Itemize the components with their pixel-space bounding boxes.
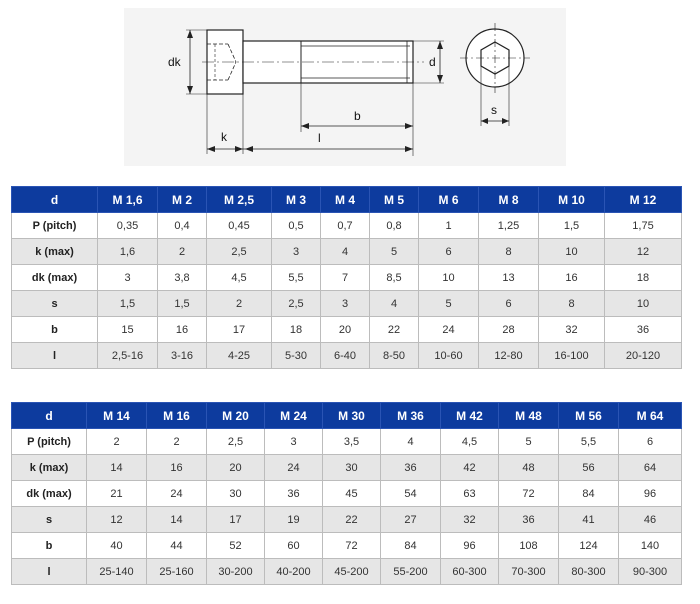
- table-cell: 4,5: [441, 429, 499, 455]
- table-cell: 2,5-16: [98, 343, 158, 369]
- table-cell: 12: [605, 239, 682, 265]
- table-cell: 6-40: [321, 343, 370, 369]
- header-cell: M 14: [87, 403, 147, 429]
- table-cell: 16: [147, 455, 207, 481]
- row-label: l: [12, 343, 98, 369]
- table-cell: 80-300: [559, 559, 619, 585]
- header-cell: M 48: [499, 403, 559, 429]
- table-cell: 14: [147, 507, 207, 533]
- table-cell: 16: [539, 265, 605, 291]
- table-cell: 4: [381, 429, 441, 455]
- table-cell: 10: [419, 265, 479, 291]
- specs-table-small-sizes: [11, 186, 682, 369]
- table-cell: 20: [321, 317, 370, 343]
- table-cell: 4-25: [207, 343, 272, 369]
- header-cell: M 56: [559, 403, 619, 429]
- table-cell: 0,5: [272, 213, 321, 239]
- header-cell: M 16: [147, 403, 207, 429]
- table-cell: 21: [87, 481, 147, 507]
- table-cell: 84: [559, 481, 619, 507]
- table-cell: 36: [499, 507, 559, 533]
- table-cell: 72: [499, 481, 559, 507]
- table-cell: 1,5: [158, 291, 207, 317]
- table-cell: 96: [441, 533, 499, 559]
- table-cell: 46: [619, 507, 682, 533]
- table-cell: 1,5: [539, 213, 605, 239]
- header-cell: M 6: [419, 187, 479, 213]
- table-row: [12, 429, 682, 455]
- table-cell: 17: [207, 317, 272, 343]
- table-row: [12, 265, 682, 291]
- table-cell: 0,4: [158, 213, 207, 239]
- table-cell: 40: [87, 533, 147, 559]
- table-cell: 8: [479, 239, 539, 265]
- table-cell: 25-140: [87, 559, 147, 585]
- row-label: s: [12, 291, 98, 317]
- header-cell: M 30: [323, 403, 381, 429]
- table-cell: 55-200: [381, 559, 441, 585]
- table-row: [12, 455, 682, 481]
- table-cell: 8: [539, 291, 605, 317]
- table-cell: 30-200: [207, 559, 265, 585]
- table-cell: 10: [539, 239, 605, 265]
- specs-table-large-sizes: [11, 402, 682, 585]
- table-cell: 13: [479, 265, 539, 291]
- header-cell: M 2: [158, 187, 207, 213]
- table-cell: 36: [381, 455, 441, 481]
- table-row: [12, 239, 682, 265]
- table-cell: 17: [207, 507, 265, 533]
- table-cell: 8,5: [370, 265, 419, 291]
- header-cell: M 36: [381, 403, 441, 429]
- table-cell: 124: [559, 533, 619, 559]
- table-cell: 70-300: [499, 559, 559, 585]
- table-cell: 56: [559, 455, 619, 481]
- table-cell: 4: [370, 291, 419, 317]
- table-cell: 22: [370, 317, 419, 343]
- table-row: [12, 317, 682, 343]
- row-label: dk (max): [12, 265, 98, 291]
- table-cell: 1,6: [98, 239, 158, 265]
- table-cell: 4: [321, 239, 370, 265]
- dim-label-b: b: [354, 109, 361, 123]
- table-cell: 0,8: [370, 213, 419, 239]
- table-row: [12, 213, 682, 239]
- table-cell: 0,45: [207, 213, 272, 239]
- table-cell: 5,5: [272, 265, 321, 291]
- row-label: b: [12, 317, 98, 343]
- table-cell: 45-200: [323, 559, 381, 585]
- table-cell: 32: [441, 507, 499, 533]
- table-cell: 1: [419, 213, 479, 239]
- table-cell: 3: [272, 239, 321, 265]
- dim-label-dk: dk: [168, 55, 181, 69]
- table-cell: 2,5: [207, 429, 265, 455]
- table-cell: 24: [147, 481, 207, 507]
- table-cell: 5: [370, 239, 419, 265]
- table-cell: 60: [265, 533, 323, 559]
- table-cell: 19: [265, 507, 323, 533]
- table-cell: 30: [323, 455, 381, 481]
- table-cell: 60-300: [441, 559, 499, 585]
- row-label: P (pitch): [12, 213, 98, 239]
- table-row: [12, 291, 682, 317]
- table-cell: 16: [158, 317, 207, 343]
- header-cell: M 5: [370, 187, 419, 213]
- table-cell: 30: [207, 481, 265, 507]
- table-cell: 3,8: [158, 265, 207, 291]
- row-label: P (pitch): [12, 429, 87, 455]
- table-cell: 2: [147, 429, 207, 455]
- header-cell: M 12: [605, 187, 682, 213]
- header-cell: M 1,6: [98, 187, 158, 213]
- table-cell: 5: [419, 291, 479, 317]
- header-cell: M 20: [207, 403, 265, 429]
- table-cell: 42: [441, 455, 499, 481]
- row-label: b: [12, 533, 87, 559]
- table-cell: 5,5: [559, 429, 619, 455]
- table-cell: 72: [323, 533, 381, 559]
- table-cell: 3: [98, 265, 158, 291]
- table-cell: 18: [272, 317, 321, 343]
- row-label: k (max): [12, 455, 87, 481]
- table-cell: 15: [98, 317, 158, 343]
- table-cell: 10: [605, 291, 682, 317]
- table-cell: 36: [265, 481, 323, 507]
- dim-label-d: d: [429, 55, 436, 69]
- table-cell: 36: [605, 317, 682, 343]
- table-cell: 28: [479, 317, 539, 343]
- table-row: [12, 533, 682, 559]
- row-label: s: [12, 507, 87, 533]
- table-cell: 84: [381, 533, 441, 559]
- table-cell: 54: [381, 481, 441, 507]
- table-cell: 22: [323, 507, 381, 533]
- row-label: dk (max): [12, 481, 87, 507]
- table-cell: 12-80: [479, 343, 539, 369]
- table-cell: 64: [619, 455, 682, 481]
- header-cell: M 64: [619, 403, 682, 429]
- table-cell: 45: [323, 481, 381, 507]
- table-cell: 6: [479, 291, 539, 317]
- table-cell: 24: [419, 317, 479, 343]
- table-cell: 0,35: [98, 213, 158, 239]
- table-cell: 20-120: [605, 343, 682, 369]
- table-cell: 20: [207, 455, 265, 481]
- row-label: k (max): [12, 239, 98, 265]
- table-cell: 2: [207, 291, 272, 317]
- table-row: [12, 559, 682, 585]
- table-cell: 5-30: [272, 343, 321, 369]
- table-cell: 12: [87, 507, 147, 533]
- table-cell: 44: [147, 533, 207, 559]
- table-cell: 2,5: [272, 291, 321, 317]
- table-cell: 8-50: [370, 343, 419, 369]
- table-cell: 7: [321, 265, 370, 291]
- table-cell: 6: [619, 429, 682, 455]
- table-cell: 63: [441, 481, 499, 507]
- dim-label-k: k: [221, 130, 227, 144]
- header-cell: M 8: [479, 187, 539, 213]
- table-cell: 2,5: [207, 239, 272, 265]
- table-row: [12, 507, 682, 533]
- dim-label-s: s: [491, 103, 497, 117]
- table-cell: 41: [559, 507, 619, 533]
- table-cell: 16-100: [539, 343, 605, 369]
- table-cell: 140: [619, 533, 682, 559]
- table-cell: 3,5: [323, 429, 381, 455]
- header-cell: M 42: [441, 403, 499, 429]
- table-cell: 2: [87, 429, 147, 455]
- row-label: l: [12, 559, 87, 585]
- dim-label-l: l: [318, 131, 321, 145]
- screw-technical-drawing: [124, 8, 566, 166]
- table-cell: 24: [265, 455, 323, 481]
- table-cell: 96: [619, 481, 682, 507]
- table-cell: 25-160: [147, 559, 207, 585]
- table-cell: 4,5: [207, 265, 272, 291]
- table-cell: 108: [499, 533, 559, 559]
- table-cell: 10-60: [419, 343, 479, 369]
- table-cell: 0,7: [321, 213, 370, 239]
- table-cell: 1,25: [479, 213, 539, 239]
- table-cell: 52: [207, 533, 265, 559]
- table-cell: 27: [381, 507, 441, 533]
- header-cell: M 2,5: [207, 187, 272, 213]
- header-cell: M 10: [539, 187, 605, 213]
- table-row: [12, 343, 682, 369]
- table-cell: 3: [321, 291, 370, 317]
- table-header-row: [12, 187, 682, 213]
- table-cell: 32: [539, 317, 605, 343]
- table-cell: 2: [158, 239, 207, 265]
- table-row: [12, 481, 682, 507]
- table-cell: 5: [499, 429, 559, 455]
- table-cell: 3-16: [158, 343, 207, 369]
- table-cell: 6: [419, 239, 479, 265]
- header-cell: M 24: [265, 403, 323, 429]
- table-cell: 40-200: [265, 559, 323, 585]
- table-cell: 1,75: [605, 213, 682, 239]
- header-cell: d: [12, 187, 98, 213]
- header-cell: M 4: [321, 187, 370, 213]
- header-cell: M 3: [272, 187, 321, 213]
- table-header-row: [12, 403, 682, 429]
- table-cell: 90-300: [619, 559, 682, 585]
- table-cell: 14: [87, 455, 147, 481]
- table-cell: 1,5: [98, 291, 158, 317]
- table-cell: 48: [499, 455, 559, 481]
- header-cell: d: [12, 403, 87, 429]
- table-cell: 18: [605, 265, 682, 291]
- table-cell: 3: [265, 429, 323, 455]
